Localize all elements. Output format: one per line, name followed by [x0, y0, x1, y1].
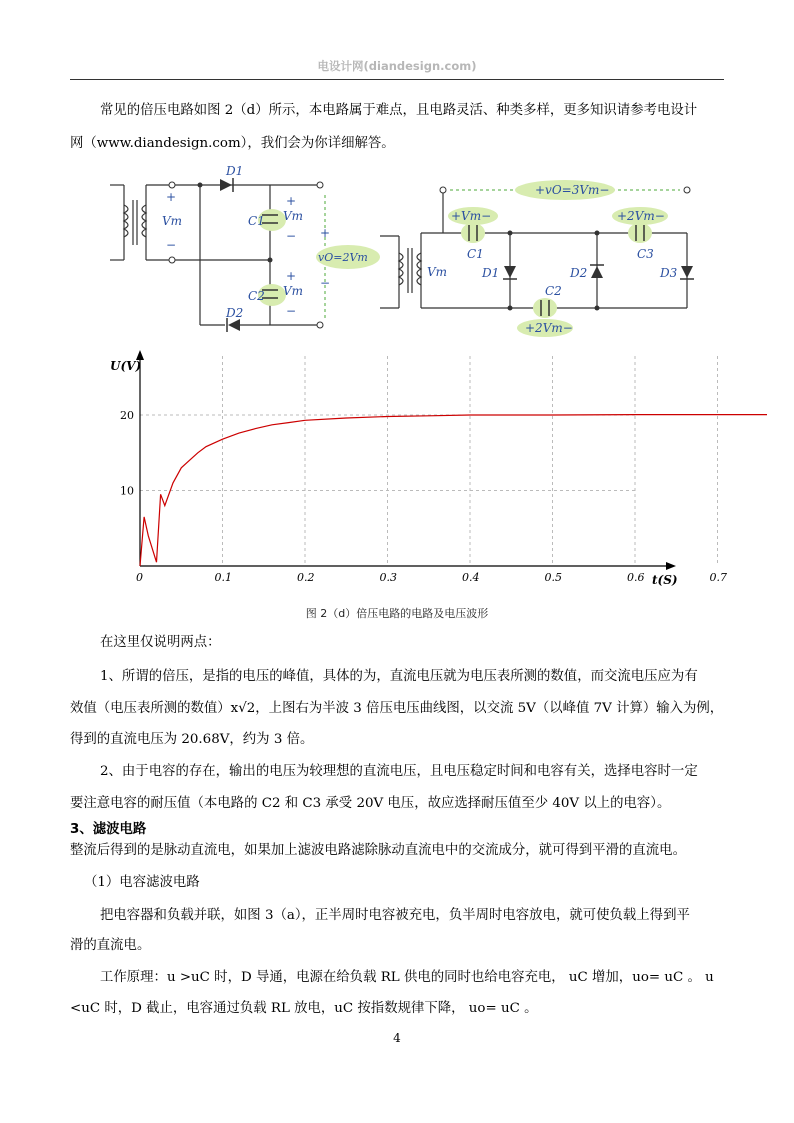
header-rule: [70, 79, 724, 80]
c1-label: C1: [248, 214, 265, 228]
minus-sign: −: [286, 229, 297, 243]
vo-label: +vO=3Vm−: [535, 183, 610, 197]
c3-label: C3: [637, 247, 654, 261]
section-heading: 3、滤波电路: [70, 822, 147, 837]
x-axis-arrow: [666, 562, 676, 570]
paragraph-line: 工作原理：u >uC 时，D 导通，电源在给负载 RL 供电的同时也给电容充电， uC 增加，uo= uC 。 u: [100, 970, 714, 985]
x-tick-label: 0.7: [709, 571, 727, 584]
x-tick-label: 0.5: [544, 571, 562, 584]
d2-label: D2: [226, 306, 244, 320]
vm-source-label: Vm: [427, 265, 448, 279]
minus-sign: −: [286, 304, 297, 318]
voltage-waveform-chart: [100, 348, 727, 594]
vo-label: vO=2Vm: [318, 251, 368, 264]
paragraph-line: 把电容器和负载并联，如图 3（a），正半周时电容被充电，负半周时电容放电，就可使负载上得到平: [100, 908, 690, 923]
plus-sign: +: [286, 194, 297, 208]
x-tick-label: 0.3: [379, 571, 397, 584]
vm-source-label: Vm: [162, 214, 183, 228]
minus-sign: −: [320, 276, 331, 290]
vm-c1-label: Vm: [283, 209, 304, 223]
plus-sign: +: [320, 226, 331, 240]
plus-sign: +: [166, 190, 177, 204]
circuit-diagram-right: [375, 178, 705, 338]
c2-label: C2: [248, 289, 265, 303]
x-tick-label: 0: [136, 571, 143, 584]
x-tick-label: 0.4: [462, 571, 480, 584]
d2-label: D2: [570, 266, 588, 280]
y-axis-label: U(V): [110, 359, 142, 373]
page-number: 4: [393, 1031, 401, 1045]
paragraph-line: 在这里仅说明两点：: [100, 635, 221, 650]
x-axis-label: t(S): [652, 573, 678, 587]
vm-c1-label: +Vm−: [451, 209, 492, 223]
paragraph-line: 效值（电压表所测的数值）x√2，上图右为半波 3 倍压电压曲线图，以交流 5V（以峰值 7V 计算）输入为例，: [70, 701, 724, 716]
paragraph-line: 整流后得到的是脉动直流电，如果加上滤波电路滤除脉动直流电中的交流成分，就可得到平滑的直流电。: [70, 843, 686, 858]
x-tick-label: 0.2: [297, 571, 315, 584]
page-header: 电设计网(diandesign.com): [317, 59, 477, 73]
paragraph-line: 滑的直流电。: [70, 938, 151, 953]
vm-c3-label: +2Vm−: [617, 209, 665, 223]
x-tick-label: 0.6: [627, 571, 645, 584]
vm-c2-label: +2Vm−: [525, 321, 573, 335]
c1-label: C1: [467, 247, 484, 261]
x-tick-label: 0.1: [214, 571, 232, 584]
c2-label: C2: [545, 284, 562, 298]
paragraph-line: <uC 时，D 截止，电容通过负载 RL 放电，uC 按指数规律下降， uo= uC 。: [70, 1001, 538, 1016]
d1-label: D1: [226, 164, 244, 178]
d1-label: D1: [482, 266, 500, 280]
minus-sign: −: [166, 238, 177, 252]
paragraph-line: 1、所谓的倍压，是指的电压的峰值，具体的为，直流电压就为电压表所测的数值，而交流电压应为有: [100, 669, 698, 684]
circuit-diagram-left: [100, 165, 370, 335]
vm-c2-label: Vm: [283, 284, 304, 298]
y-tick-label: 10: [120, 484, 134, 498]
plus-sign: +: [286, 269, 297, 283]
paragraph-line: 网（www.diandesign.com），我们会为你详细解答。: [70, 136, 395, 151]
y-tick-label: 20: [120, 409, 134, 422]
paragraph-line: 常见的倍压电路如图 2（d）所示，本电路属于难点，且电路灵活、种类多样，更多知识请参考电设计: [100, 103, 698, 118]
figure-caption: 图 2（d）倍压电路的电路及电压波形: [305, 607, 489, 620]
subsection-heading: （1）电容滤波电路: [84, 875, 200, 890]
d3-label: D3: [660, 266, 678, 280]
paragraph-line: 2、由于电容的存在，输出的电压为较理想的直流电压，且电压稳定时间和电容有关，选择电容时一定: [100, 764, 698, 779]
paragraph-line: 得到的直流电压为 20.68V，约为 3 倍。: [70, 732, 314, 747]
paragraph-line: 要注意电容的耐压值（本电路的 C2 和 C3 承受 20V 电压，故应选择耐压值至少 40V 以上的电容）。: [70, 796, 671, 811]
